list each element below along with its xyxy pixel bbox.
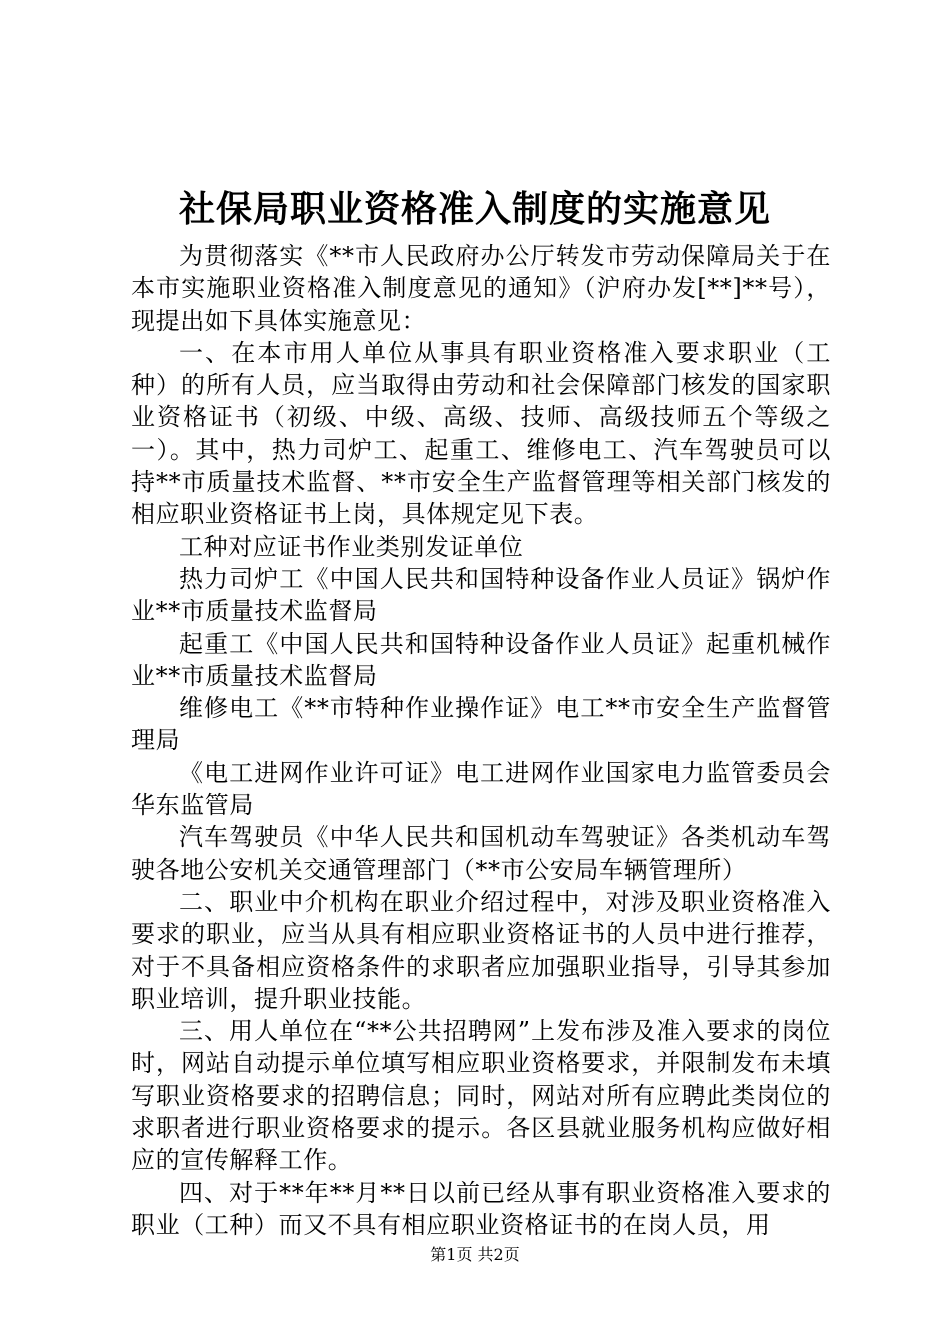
- table-row-crane: 起重工《中国人民共和国特种设备作业人员证》起重机械作业**市质量技术监督局: [131, 629, 831, 690]
- table-row-boiler: 热力司炉工《中国人民共和国特种设备作业人员证》锅炉作业**市质量技术监督局: [131, 564, 831, 626]
- table-header-line: 工种对应证书作业类别发证单位: [179, 532, 524, 561]
- page-footer: 第1页 共2页: [430, 1245, 520, 1264]
- table-row-grid-permit: 《电工进网作业许可证》电工进网作业国家电力监管委员会华东监管局: [131, 758, 831, 820]
- table-row-driver: 汽车驾驶员《中华人民共和国机动车驾驶证》各类机动车驾驶各地公安机关交通管理部门（**市公安局车辆管理所）: [131, 823, 831, 884]
- document-title: 社保局职业资格准入制度的实施意见: [178, 188, 771, 230]
- document-body: [131, 240, 831, 1241]
- paragraph-section-2: 二、职业中介机构在职业介绍过程中，对涉及职业资格准入要求的职业，应当从具有相应职业资格证书的人员中进行推荐，对于不具备相应资格条件的求职者应加强职业指导，引导其参加职业培训，提升职业技能。: [131, 887, 831, 1013]
- paragraph-section-1: 一、在本市用人单位从事具有职业资格准入要求职业（工种）的所有人员，应当取得由劳动和社会保障部门核发的国家职业资格证书（初级、中级、高级、技师、高级技师五个等级之一）。其中，热力司炉工、起重工、维修电工、汽车驾驶员可以持**市质量技术监督、**市安全生产监督管理等相关部门核发的相应职业资格证书上岗，具体规定见下表。: [131, 338, 831, 529]
- paragraph-intro: 为贯彻落实《**市人民政府办公厅转发市劳动保障局关于在本市实施职业资格准入制度意见的通知》（沪府办发[**]**号），现提出如下具体实施意见：: [131, 242, 831, 335]
- paragraph-section-3: 三、用人单位在“**公共招聘网”上发布涉及准入要求的岗位时，网站自动提示单位填写相应职业资格要求，并限制发布未填写职业资格要求的招聘信息；同时，网站对所有应聘此类岗位的求职者进行职业资格要求的提示。各区县就业服务机构应做好相应的宣传解释工作。: [131, 1017, 831, 1175]
- table-row-electrician: 维修电工《**市特种作业操作证》电工**市安全生产监督管理局: [131, 694, 831, 755]
- paragraph-section-4: 四、对于**年**月**日以前已经从事有职业资格准入要求的职业（工种）而又不具有相应职业资格证书的在岗人员，用: [131, 1178, 831, 1239]
